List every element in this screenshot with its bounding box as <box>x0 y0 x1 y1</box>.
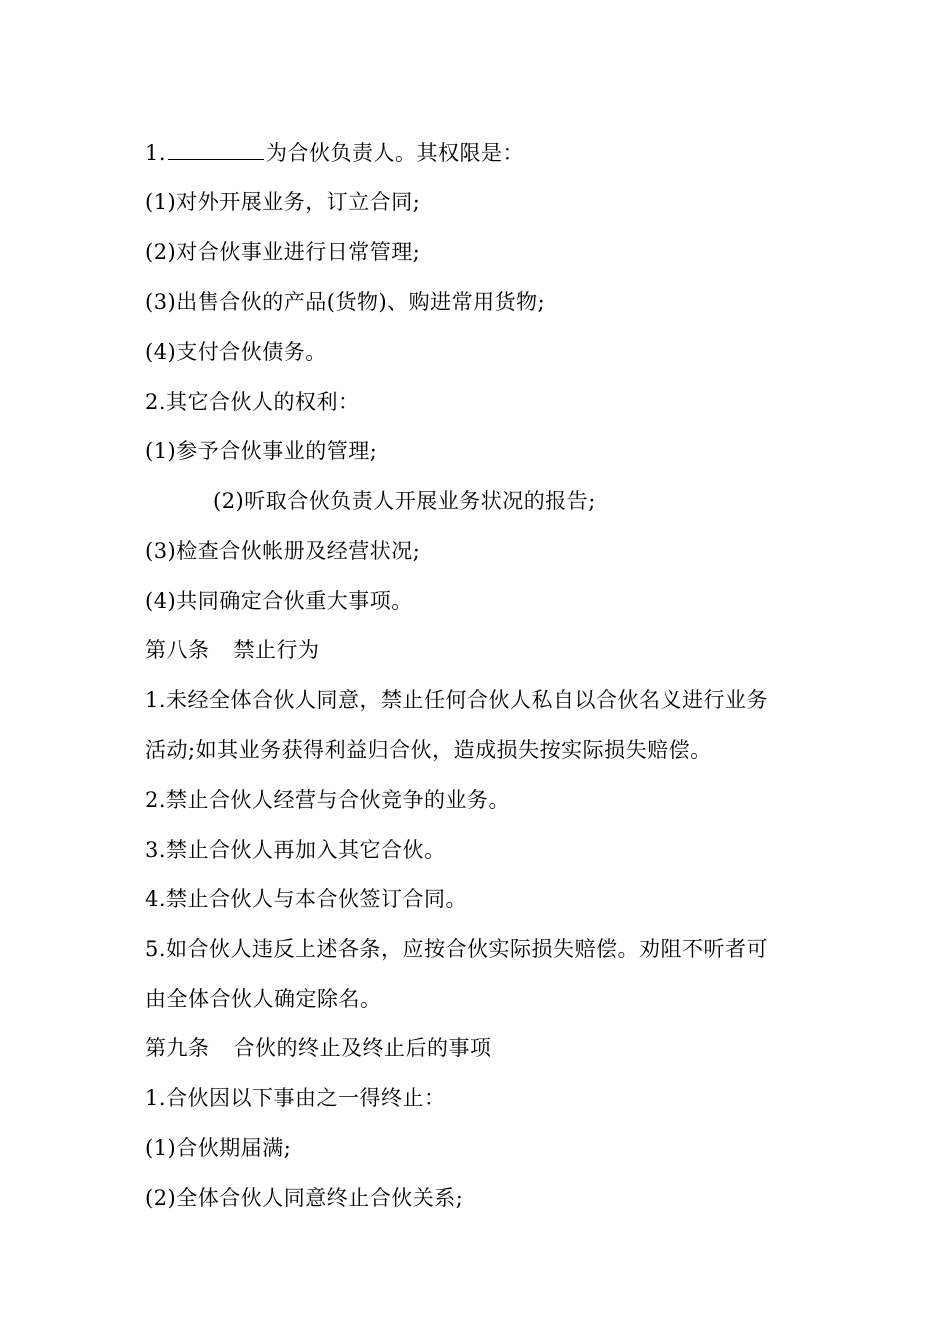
paragraph-line: 1.未经全体合伙人同意，禁止任何合伙人私自以合伙名义进行业务 <box>145 688 769 712</box>
blank-fill-field <box>168 139 264 160</box>
paragraph-line: 2.禁止合伙人经营与合伙竞争的业务。 <box>145 788 511 812</box>
article-title: 合伙的终止及终止后的事项 <box>233 1036 492 1060</box>
paragraph-line: (3)检查合伙帐册及经营状况; <box>145 539 421 563</box>
paragraph-line: (2)听取合伙负责人开展业务状况的报告; <box>213 489 596 513</box>
paragraph-line: 5.如合伙人违反上述各条，应按合伙实际损失赔偿。劝阻不听者可 <box>145 937 769 961</box>
paragraph-line: (2)全体合伙人同意终止合伙关系; <box>145 1186 464 1210</box>
article-number: 第八条 <box>145 638 210 662</box>
paragraph-line: (4)支付合伙债务。 <box>145 340 327 364</box>
article-heading <box>145 636 320 664</box>
list-number: 1. <box>145 141 167 165</box>
paragraph-line: 活动;如其业务获得利益归合伙，造成损失按实际损失赔偿。 <box>145 738 712 762</box>
paragraph-line: 1.合伙因以下事由之一得终止： <box>145 1086 446 1110</box>
article-heading <box>145 1034 492 1062</box>
paragraph-line: (3)出售合伙的产品(货物)、购进常用货物; <box>145 290 546 314</box>
paragraph-line: (1)合伙期届满; <box>145 1136 292 1160</box>
article-title: 禁止行为 <box>233 638 320 662</box>
paragraph-line: (1)对外开展业务，订立合同; <box>145 190 421 214</box>
line-text: 为合伙负责人。其权限是： <box>266 141 525 165</box>
paragraph-line <box>145 139 524 167</box>
paragraph-line: (1)参予合伙事业的管理; <box>145 439 378 463</box>
paragraph-line: (2)对合伙事业进行日常管理; <box>145 240 421 264</box>
paragraph-line: 由全体合伙人确定除名。 <box>145 987 382 1011</box>
paragraph-line: 4.禁止合伙人与本合伙签订合同。 <box>145 887 468 911</box>
article-number: 第九条 <box>145 1036 210 1060</box>
paragraph-line: (4)共同确定合伙重大事项。 <box>145 589 413 613</box>
paragraph-line: 3.禁止合伙人再加入其它合伙。 <box>145 838 446 862</box>
paragraph-line: 2.其它合伙人的权利： <box>145 390 360 414</box>
